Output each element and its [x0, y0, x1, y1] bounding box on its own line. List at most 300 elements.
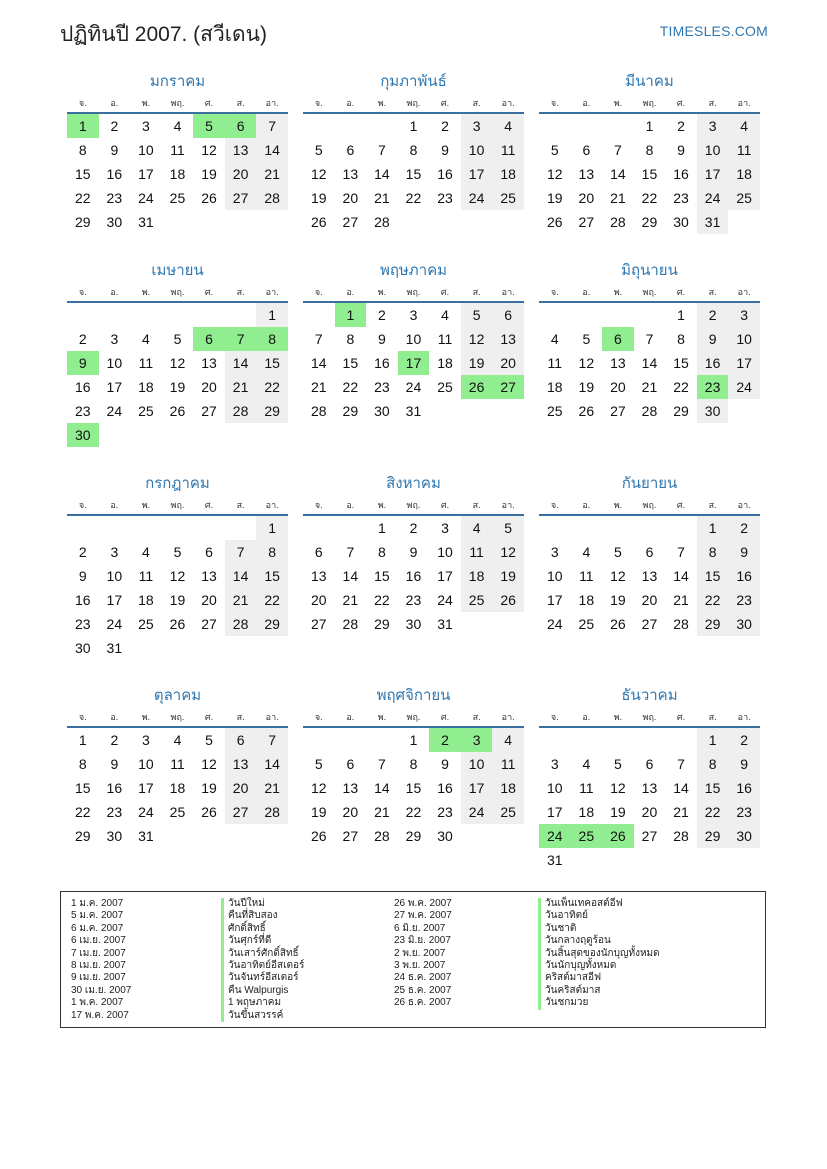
day-cell: 23	[437, 190, 453, 206]
weekday-header: พฤ.	[398, 283, 430, 303]
day-cell: 30	[437, 828, 453, 844]
legend-holiday-name: วันชาติ	[538, 923, 660, 935]
weekday-header: พฤ.	[634, 496, 666, 516]
day-cell: 5	[582, 331, 591, 347]
legend-date: 27 พ.ค. 2007	[394, 910, 452, 922]
day-cell: 5	[550, 142, 559, 158]
weekday-header: จ.	[67, 94, 99, 114]
day-cell: 23	[74, 616, 91, 632]
weekday-header: จ.	[67, 283, 99, 303]
day-cell: 21	[225, 375, 257, 399]
day-cell: 28	[256, 186, 288, 210]
legend-date: 24 ธ.ค. 2007	[394, 972, 452, 984]
month-calendar	[67, 70, 288, 234]
day-cell: 6	[582, 142, 591, 158]
day-cell: 4	[461, 516, 493, 540]
holiday-day-cell: 3	[461, 728, 493, 752]
day-cell: 12	[610, 568, 626, 584]
day-cell: 7	[256, 728, 288, 752]
day-cell: 1	[409, 732, 418, 748]
weekday-header: อา.	[492, 496, 524, 516]
day-cell: 15	[256, 351, 288, 375]
holiday-legend	[60, 891, 766, 1028]
day-cell: 27	[342, 214, 359, 230]
day-cell: 17	[546, 804, 563, 820]
day-cell: 8	[677, 331, 685, 347]
weekday-header: อา.	[256, 708, 288, 728]
weekday-header: อา.	[728, 708, 760, 728]
weekday-header: ส.	[225, 283, 257, 303]
day-cell: 15	[405, 780, 422, 796]
day-cell: 22	[74, 190, 91, 206]
day-cell: 15	[673, 355, 689, 371]
holiday-day-cell: 27	[492, 375, 524, 399]
day-cell: 10	[138, 142, 154, 158]
day-cell: 4	[582, 756, 591, 772]
month-name: มีนาคม	[625, 73, 674, 90]
day-cell: 27	[578, 214, 595, 230]
weekday-header: พ.	[366, 496, 398, 516]
day-cell: 17	[437, 568, 453, 584]
day-cell: 29	[256, 399, 288, 423]
weekday-header: พฤ.	[398, 94, 430, 114]
day-cell: 27	[201, 403, 217, 419]
day-cell: 15	[697, 564, 729, 588]
day-cell: 20	[342, 190, 359, 206]
day-cell: 25	[578, 616, 595, 632]
holiday-day-cell: 24	[539, 824, 571, 848]
day-cell: 24	[461, 800, 493, 824]
empty-cell	[602, 114, 634, 138]
day-cell: 3	[550, 756, 559, 772]
empty-cell	[665, 516, 697, 540]
day-cell: 30	[74, 640, 91, 656]
weekday-header: อา.	[256, 496, 288, 516]
day-cell: 11	[728, 138, 760, 162]
day-cell: 26	[310, 214, 327, 230]
empty-cell	[99, 303, 131, 327]
day-cell: 2	[110, 732, 119, 748]
weekday-header: อา.	[728, 283, 760, 303]
day-cell: 30	[106, 214, 123, 230]
day-cell: 19	[492, 564, 524, 588]
day-cell: 24	[546, 616, 563, 632]
holiday-day-cell: 1	[335, 303, 367, 327]
day-cell: 14	[256, 752, 288, 776]
day-cell: 13	[492, 327, 524, 351]
day-cell: 26	[310, 828, 327, 844]
day-cell: 7	[314, 331, 323, 347]
day-cell: 4	[173, 732, 182, 748]
day-cell: 3	[110, 544, 119, 560]
weekday-header: ศ.	[429, 496, 461, 516]
day-cell: 6	[346, 142, 355, 158]
day-cell: 17	[697, 162, 729, 186]
legend-dates-column-1	[71, 898, 131, 1022]
day-cell: 23	[374, 379, 390, 395]
day-cell: 11	[579, 780, 594, 796]
day-cell: 8	[256, 540, 288, 564]
legend-date: 5 ม.ค. 2007	[71, 910, 124, 922]
empty-cell	[602, 728, 634, 752]
month-name: พฤศจิกายน	[376, 687, 451, 704]
day-cell: 18	[578, 592, 595, 608]
empty-cell	[225, 303, 257, 327]
day-cell: 22	[374, 592, 390, 608]
weekday-header: ส.	[225, 94, 257, 114]
legend-holiday-name: วันจันทร์อีสเตอร์	[221, 972, 304, 984]
holiday-day-cell: 26	[602, 824, 634, 848]
weekday-header: ส.	[697, 708, 729, 728]
day-cell: 10	[728, 327, 760, 351]
day-cell: 5	[614, 544, 622, 560]
day-cell: 21	[225, 588, 257, 612]
day-cell: 8	[697, 540, 729, 564]
day-cell: 1	[378, 520, 386, 536]
day-cell: 17	[728, 351, 760, 375]
day-cell: 22	[342, 379, 359, 395]
day-cell: 9	[677, 142, 685, 158]
day-cell: 5	[205, 732, 213, 748]
day-cell: 30	[728, 824, 760, 848]
weekday-header: พ.	[602, 283, 634, 303]
day-cell: 21	[610, 190, 626, 206]
day-cell: 5	[492, 516, 524, 540]
legend-holiday-name: คืนที่สิบสอง	[221, 910, 304, 922]
month-name: พฤษภาคม	[379, 262, 448, 279]
holiday-day-cell: 26	[461, 375, 493, 399]
day-cell: 10	[461, 138, 493, 162]
empty-cell	[539, 303, 571, 327]
day-cell: 9	[409, 544, 418, 560]
day-cell: 1	[677, 307, 685, 323]
day-cell: 15	[256, 564, 288, 588]
day-cell: 23	[728, 588, 760, 612]
day-cell: 19	[546, 190, 563, 206]
day-cell: 28	[641, 403, 658, 419]
empty-cell	[303, 516, 335, 540]
legend-holiday-name: วันเพ็นเทคอสต์อีฟ	[538, 898, 660, 910]
day-cell: 9	[110, 142, 119, 158]
day-cell: 19	[310, 804, 327, 820]
day-cell: 31	[138, 828, 154, 844]
day-cell: 18	[169, 166, 186, 182]
empty-cell	[162, 516, 194, 540]
day-cell: 8	[409, 142, 418, 158]
month-name: มกราคม	[149, 73, 206, 90]
weekday-header: พ.	[130, 94, 162, 114]
day-cell: 21	[310, 379, 327, 395]
day-cell: 27	[225, 800, 257, 824]
weekday-header: พ.	[366, 283, 398, 303]
day-cell: 30	[374, 403, 390, 419]
day-cell: 21	[256, 162, 288, 186]
day-cell: 10	[405, 331, 422, 347]
day-cell: 9	[378, 331, 386, 347]
day-cell: 22	[405, 804, 422, 820]
empty-cell	[634, 728, 666, 752]
day-cell: 28	[225, 399, 257, 423]
day-cell: 3	[110, 331, 119, 347]
day-cell: 1	[697, 728, 729, 752]
weekday-header: ส.	[697, 283, 729, 303]
month-calendar	[539, 472, 760, 636]
day-cell: 3	[142, 732, 150, 748]
day-cell: 11	[547, 355, 563, 371]
day-cell: 2	[78, 331, 87, 347]
legend-date: 3 พ.ย. 2007	[394, 960, 446, 972]
day-cell: 4	[142, 331, 150, 347]
day-cell: 16	[437, 166, 453, 182]
day-cell: 31	[405, 403, 422, 419]
day-cell: 17	[461, 776, 493, 800]
day-cell: 11	[492, 138, 524, 162]
weekday-header: อ.	[335, 708, 367, 728]
day-cell: 15	[74, 166, 91, 182]
day-cell: 30	[106, 828, 123, 844]
day-cell: 26	[169, 616, 186, 632]
day-cell: 13	[641, 568, 658, 584]
weekday-header: อา.	[492, 94, 524, 114]
legend-date: 9 เม.ย. 2007	[71, 972, 126, 984]
day-cell: 6	[225, 728, 257, 752]
day-cell: 1	[697, 516, 729, 540]
day-cell: 5	[461, 303, 493, 327]
day-cell: 4	[492, 114, 524, 138]
day-cell: 28	[673, 616, 689, 632]
weekday-header: ส.	[697, 94, 729, 114]
day-cell: 20	[225, 776, 257, 800]
day-cell: 22	[256, 588, 288, 612]
empty-cell	[67, 303, 99, 327]
day-cell: 7	[677, 756, 685, 772]
day-cell: 23	[405, 592, 422, 608]
weekday-header: พ.	[602, 708, 634, 728]
weekday-header: ส.	[225, 708, 257, 728]
legend-holiday-name: วันศุกร์ที่ดี	[221, 935, 304, 947]
day-cell: 14	[225, 564, 257, 588]
day-cell: 18	[546, 379, 563, 395]
day-cell: 7	[378, 142, 386, 158]
day-cell: 19	[201, 166, 217, 182]
empty-cell	[162, 303, 194, 327]
empty-cell	[571, 516, 603, 540]
empty-cell	[225, 516, 257, 540]
weekday-header: ศ.	[665, 708, 697, 728]
empty-cell	[539, 114, 571, 138]
day-cell: 1	[78, 732, 87, 748]
weekday-header: ศ.	[193, 496, 225, 516]
day-cell: 18	[138, 592, 154, 608]
holiday-day-cell: 2	[429, 728, 461, 752]
weekday-header: อา.	[492, 283, 524, 303]
weekday-header: อ.	[99, 496, 131, 516]
day-cell: 3	[461, 114, 493, 138]
weekday-header: จ.	[539, 496, 571, 516]
weekday-header: พฤ.	[162, 94, 194, 114]
month-calendar	[539, 259, 760, 423]
day-cell: 15	[697, 776, 729, 800]
day-cell: 24	[106, 403, 123, 419]
day-cell: 9	[441, 142, 449, 158]
day-cell: 22	[641, 190, 658, 206]
empty-cell	[303, 303, 335, 327]
holiday-day-cell: 6	[602, 327, 634, 351]
legend-names-column-2	[538, 898, 660, 1010]
day-cell: 27	[641, 616, 658, 632]
day-cell: 18	[492, 776, 524, 800]
day-cell: 25	[492, 800, 524, 824]
day-cell: 23	[106, 804, 123, 820]
day-cell: 22	[256, 375, 288, 399]
empty-cell	[335, 114, 367, 138]
day-cell: 2	[78, 544, 87, 560]
day-cell: 18	[437, 355, 453, 371]
weekday-header: ส.	[461, 708, 493, 728]
day-cell: 29	[74, 214, 91, 230]
brand-link[interactable]: TIMESLES.COM	[659, 23, 768, 39]
empty-cell	[193, 303, 225, 327]
day-cell: 2	[677, 118, 685, 134]
weekday-header: จ.	[303, 708, 335, 728]
day-cell: 18	[492, 162, 524, 186]
weekday-header: ศ.	[429, 94, 461, 114]
day-cell: 18	[169, 780, 186, 796]
day-cell: 6	[205, 544, 213, 560]
legend-holiday-name: วันขึ้นสวรรค์	[221, 1010, 304, 1022]
day-cell: 13	[225, 138, 257, 162]
day-cell: 15	[374, 568, 390, 584]
day-cell: 15	[342, 355, 359, 371]
empty-cell	[193, 516, 225, 540]
weekday-header: พฤ.	[634, 94, 666, 114]
legend-holiday-name: 1 พฤษภาคม	[221, 997, 304, 1009]
day-cell: 6	[492, 303, 524, 327]
weekday-header: อ.	[99, 283, 131, 303]
day-cell: 7	[256, 114, 288, 138]
day-cell: 25	[138, 403, 154, 419]
day-cell: 13	[342, 166, 359, 182]
legend-holiday-name: วันนักบุญทั้งหมด	[538, 960, 660, 972]
month-calendar	[539, 684, 760, 872]
day-cell: 27	[225, 186, 257, 210]
day-cell: 27	[641, 828, 658, 844]
day-cell: 1	[409, 118, 418, 134]
day-cell: 6	[645, 756, 654, 772]
legend-date: 7 เม.ย. 2007	[71, 947, 126, 959]
day-cell: 10	[546, 780, 563, 796]
day-cell: 12	[169, 568, 186, 584]
empty-cell	[335, 728, 367, 752]
day-cell: 13	[578, 166, 595, 182]
day-cell: 20	[201, 592, 217, 608]
legend-date: 2 พ.ย. 2007	[394, 947, 446, 959]
weekday-header: ส.	[225, 496, 257, 516]
weekday-header: พฤ.	[634, 283, 666, 303]
day-cell: 12	[201, 756, 217, 772]
day-cell: 28	[610, 214, 626, 230]
day-cell: 24	[138, 804, 154, 820]
day-cell: 25	[461, 588, 493, 612]
day-cell: 20	[492, 351, 524, 375]
empty-cell	[602, 303, 634, 327]
weekday-header: ศ.	[193, 94, 225, 114]
day-cell: 21	[342, 592, 359, 608]
weekday-header: อ.	[571, 496, 603, 516]
weekday-header: ส.	[461, 94, 493, 114]
empty-cell	[602, 516, 634, 540]
day-cell: 27	[342, 828, 359, 844]
holiday-day-cell: 6	[193, 327, 225, 351]
empty-cell	[366, 728, 398, 752]
day-cell: 12	[201, 142, 217, 158]
weekday-header: อา.	[492, 708, 524, 728]
empty-cell	[130, 516, 162, 540]
weekday-header: พฤ.	[398, 708, 430, 728]
weekday-header: อ.	[571, 94, 603, 114]
day-cell: 12	[310, 166, 327, 182]
day-cell: 22	[74, 804, 91, 820]
weekday-header: จ.	[539, 708, 571, 728]
day-cell: 25	[492, 186, 524, 210]
page-title: ปฏิทินปี 2007. (สวีเดน)	[60, 23, 267, 46]
legend-date: 1 ม.ค. 2007	[71, 898, 124, 909]
day-cell: 9	[697, 327, 729, 351]
day-cell: 15	[641, 166, 658, 182]
day-cell: 19	[201, 780, 217, 796]
day-cell: 18	[728, 162, 760, 186]
day-cell: 12	[492, 540, 524, 564]
day-cell: 22	[673, 379, 689, 395]
day-cell: 17	[546, 592, 563, 608]
legend-date: 8 เม.ย. 2007	[71, 960, 126, 972]
day-cell: 20	[610, 379, 626, 395]
day-cell: 11	[170, 756, 185, 772]
day-cell: 5	[173, 331, 182, 347]
empty-cell	[539, 728, 571, 752]
day-cell: 15	[405, 166, 422, 182]
day-cell: 19	[461, 351, 493, 375]
day-cell: 17	[106, 592, 123, 608]
day-cell: 2	[378, 307, 386, 323]
day-cell: 25	[546, 403, 563, 419]
day-cell: 12	[169, 355, 186, 371]
day-cell: 4	[173, 118, 182, 134]
weekday-header: พ.	[130, 496, 162, 516]
weekday-header: อา.	[256, 94, 288, 114]
day-cell: 7	[614, 142, 622, 158]
empty-cell	[67, 516, 99, 540]
month-calendar	[303, 684, 524, 848]
day-cell: 12	[461, 327, 493, 351]
day-cell: 30	[728, 612, 760, 636]
empty-cell	[130, 303, 162, 327]
day-cell: 10	[106, 355, 123, 371]
day-cell: 13	[641, 780, 658, 796]
day-cell: 11	[461, 540, 493, 564]
day-cell: 29	[697, 612, 729, 636]
month-name: สิงหาคม	[386, 475, 441, 492]
weekday-header: พ.	[602, 496, 634, 516]
day-cell: 7	[378, 756, 386, 772]
day-cell: 4	[550, 331, 559, 347]
day-cell: 1	[256, 303, 288, 327]
day-cell: 14	[610, 166, 626, 182]
day-cell: 13	[201, 355, 217, 371]
day-cell: 22	[697, 800, 729, 824]
holiday-day-cell: 6	[225, 114, 257, 138]
day-cell: 28	[342, 616, 359, 632]
